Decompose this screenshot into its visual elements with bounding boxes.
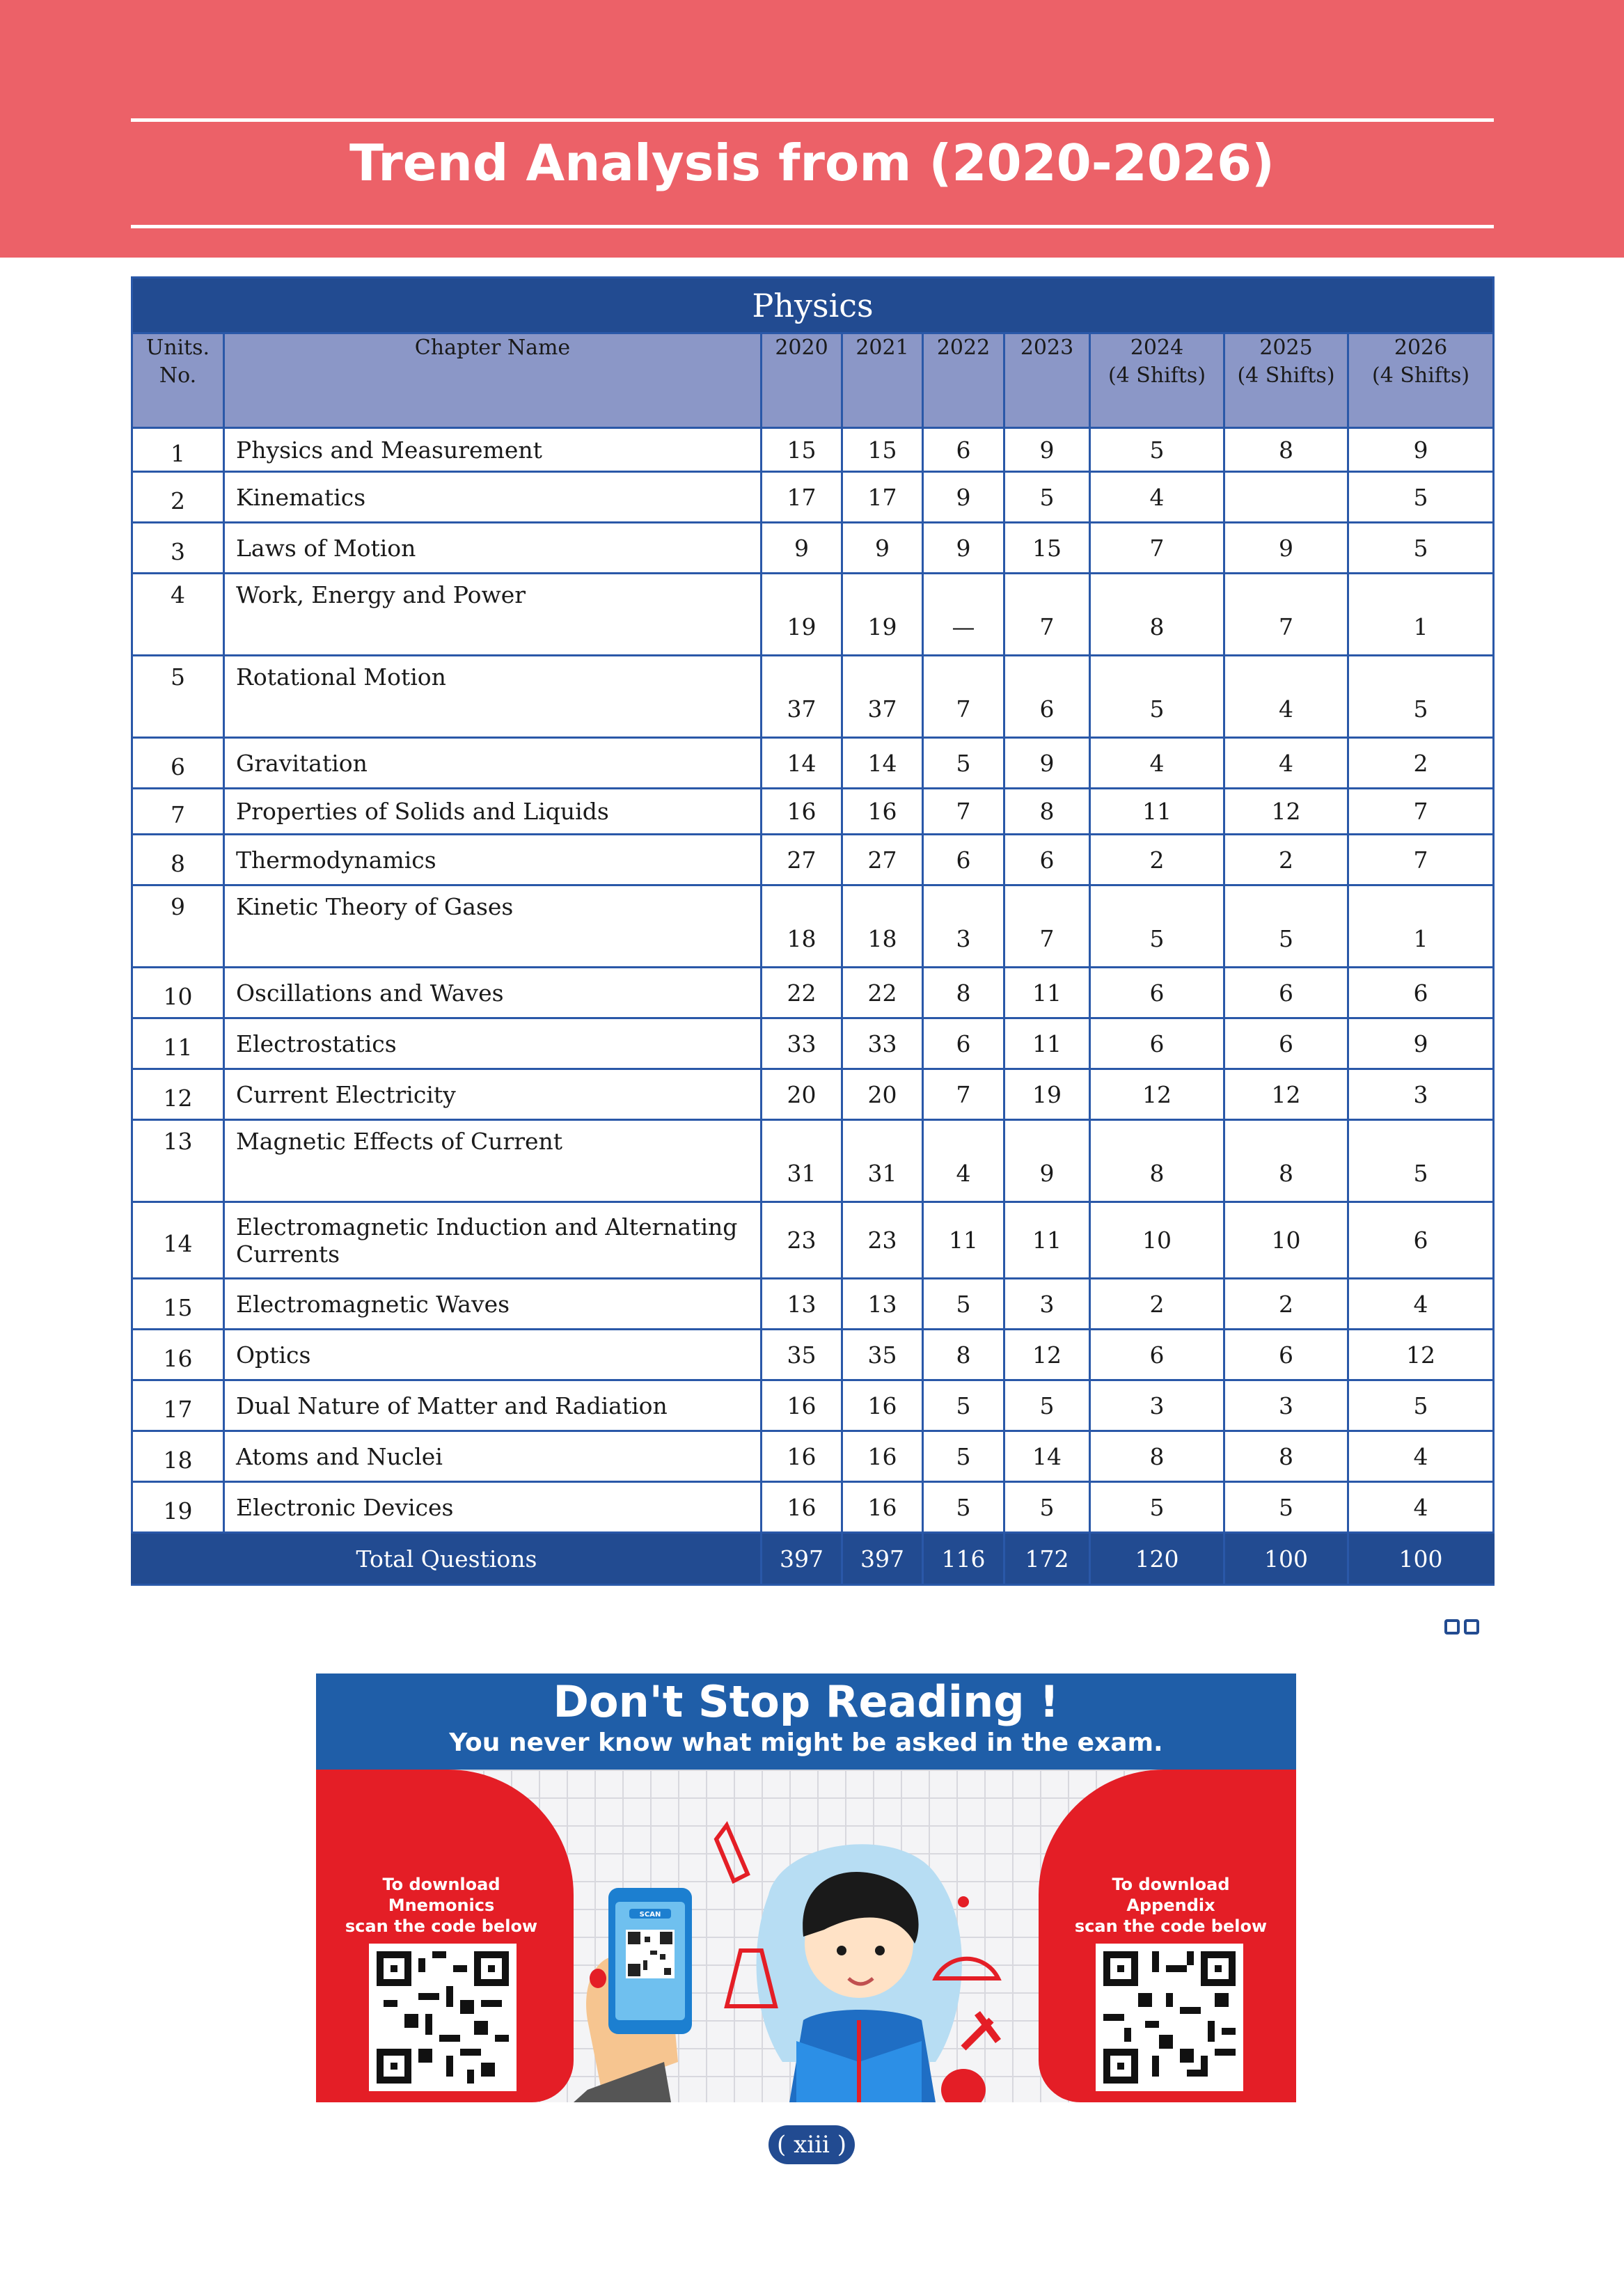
question-count: 18 xyxy=(762,885,842,968)
table-row xyxy=(132,835,1494,885)
question-count: 2 xyxy=(1224,835,1348,885)
question-count: 14 xyxy=(1004,1431,1090,1482)
question-count: 7 xyxy=(1224,574,1348,656)
question-count: 19 xyxy=(1004,1069,1090,1120)
question-count: 12 xyxy=(1004,1330,1090,1380)
question-count: 11 xyxy=(1004,1018,1090,1069)
question-count: 13 xyxy=(762,1279,842,1330)
question-count: 2 xyxy=(1348,738,1494,789)
question-count: 6 xyxy=(923,428,1004,472)
question-count: 16 xyxy=(842,1380,923,1431)
question-count: 5 xyxy=(923,1380,1004,1431)
question-count: 5 xyxy=(1004,1380,1090,1431)
col-header-year: 2022 xyxy=(936,336,991,360)
chapter-name-line: Laws of Motion xyxy=(236,534,416,562)
question-count: 6 xyxy=(1004,656,1090,738)
question-count: 37 xyxy=(762,656,842,738)
subject-row xyxy=(132,278,1494,333)
table-row xyxy=(132,1069,1494,1120)
col-header-year: 2021 xyxy=(856,336,909,360)
question-count: 37 xyxy=(842,656,923,738)
unit-number: 9 xyxy=(132,885,224,968)
banner-subtitle: You never know what might be asked in the exam. xyxy=(449,1728,1163,1757)
total-value: 172 xyxy=(1004,1533,1090,1585)
table-body xyxy=(132,428,1494,1533)
question-count: 7 xyxy=(1004,885,1090,968)
question-count: 9 xyxy=(1004,1120,1090,1202)
question-count: 3 xyxy=(923,885,1004,968)
question-count: 27 xyxy=(762,835,842,885)
table-row xyxy=(132,1482,1494,1533)
question-count: 19 xyxy=(762,574,842,656)
question-count: 6 xyxy=(1224,968,1348,1018)
unit-number: 12 xyxy=(132,1069,224,1120)
student-illustration xyxy=(574,1811,1019,2102)
col-header-year: 2020 xyxy=(775,336,828,360)
col-header-year: 2026 xyxy=(1394,336,1448,360)
col-header-2022 xyxy=(923,333,1004,428)
question-count: 17 xyxy=(762,472,842,523)
unit-number: 5 xyxy=(132,656,224,738)
question-count: 4 xyxy=(1090,738,1224,789)
col-header-2023 xyxy=(1004,333,1090,428)
chapter-name xyxy=(224,1431,762,1482)
question-count: 5 xyxy=(923,1431,1004,1482)
question-count: 31 xyxy=(842,1120,923,1202)
chapter-name-line: Thermodynamics xyxy=(236,846,436,874)
chapter-name xyxy=(224,968,762,1018)
question-count: 9 xyxy=(1348,1018,1494,1069)
question-count: 5 xyxy=(923,1482,1004,1533)
question-count: 3 xyxy=(1004,1279,1090,1330)
question-count: 6 xyxy=(1004,835,1090,885)
unit-number: 2 xyxy=(132,472,224,523)
chapter-name xyxy=(224,885,762,968)
unit-number: 8 xyxy=(132,835,224,885)
question-count: 5 xyxy=(1090,885,1224,968)
question-count: 23 xyxy=(842,1202,923,1279)
subject-title: Physics xyxy=(132,278,1494,333)
phone-scan-label: SCAN xyxy=(639,1911,661,1919)
question-count: 14 xyxy=(762,738,842,789)
question-count: 16 xyxy=(762,789,842,835)
table-row xyxy=(132,574,1494,656)
question-count: 16 xyxy=(762,1380,842,1431)
question-count: 7 xyxy=(923,789,1004,835)
col-header-unit xyxy=(132,333,224,428)
unit-number: 3 xyxy=(132,523,224,574)
question-count: 33 xyxy=(842,1018,923,1069)
question-count: 7 xyxy=(923,1069,1004,1120)
appendix-line1: To download xyxy=(1112,1875,1230,1894)
chapter-name-line: Electromagnetic Waves xyxy=(236,1290,510,1318)
question-count: 19 xyxy=(842,574,923,656)
chapter-name-line: Kinetic Theory of Gases xyxy=(236,893,514,920)
table-row xyxy=(132,789,1494,835)
question-count: 12 xyxy=(1348,1330,1494,1380)
question-count: 16 xyxy=(842,1431,923,1482)
mnemonics-qr-code[interactable] xyxy=(369,1944,517,2091)
chapter-name-line: Electrostatics xyxy=(236,1030,397,1057)
decorative-squares xyxy=(1444,1619,1483,1637)
question-count: 18 xyxy=(842,885,923,968)
question-count: 6 xyxy=(1090,1018,1224,1069)
header-rule-bottom xyxy=(131,225,1494,228)
column-header-row xyxy=(132,333,1494,428)
unit-number: 7 xyxy=(132,789,224,835)
unit-number: 17 xyxy=(132,1380,224,1431)
question-count: 5 xyxy=(923,738,1004,789)
square-icon xyxy=(1444,1619,1460,1635)
question-count: 5 xyxy=(1090,1482,1224,1533)
table-row xyxy=(132,1018,1494,1069)
chapter-name-line: Physics and Measurement xyxy=(236,436,542,464)
chapter-name-line: Gravitation xyxy=(236,749,368,777)
col-header-2026 xyxy=(1348,333,1494,428)
question-count: 12 xyxy=(1090,1069,1224,1120)
question-count: 5 xyxy=(1348,523,1494,574)
question-count: 22 xyxy=(842,968,923,1018)
table-row xyxy=(132,1380,1494,1431)
table-row xyxy=(132,1431,1494,1482)
question-count: 9 xyxy=(762,523,842,574)
total-label: Total Questions xyxy=(132,1533,762,1585)
appendix-qr-code[interactable] xyxy=(1096,1944,1243,2091)
col-header-2024 xyxy=(1090,333,1224,428)
header-rule-top xyxy=(131,118,1494,122)
trend-table-container xyxy=(131,276,1492,1586)
question-count: 5 xyxy=(923,1279,1004,1330)
chapter-name-line: Electromagnetic Induction and Alternating xyxy=(236,1213,738,1241)
col-header-shifts: (4 Shifts) xyxy=(1107,363,1206,388)
table-row xyxy=(132,1330,1494,1380)
chapter-name xyxy=(224,1330,762,1380)
question-count: 6 xyxy=(1224,1330,1348,1380)
question-count: 8 xyxy=(923,1330,1004,1380)
question-count: 16 xyxy=(762,1482,842,1533)
question-count: 8 xyxy=(1224,1120,1348,1202)
question-count: 16 xyxy=(842,789,923,835)
question-count: 4 xyxy=(1348,1431,1494,1482)
question-count: 20 xyxy=(762,1069,842,1120)
col-header-year: 2024 xyxy=(1130,336,1184,360)
chapter-name-line: Dual Nature of Matter and Radiation xyxy=(236,1392,668,1419)
chapter-name-line: Work, Energy and Power xyxy=(236,581,526,608)
col-header-year: 2025 xyxy=(1259,336,1313,360)
col-header-2025 xyxy=(1224,333,1348,428)
col-header-unit-line1: Units. xyxy=(145,336,210,360)
question-count: 7 xyxy=(923,656,1004,738)
question-count: 1 xyxy=(1348,574,1494,656)
trend-table xyxy=(131,276,1495,1586)
chapter-name-line: Properties of Solids and Liquids xyxy=(236,798,609,825)
chapter-name xyxy=(224,1120,762,1202)
col-header-chapter: Chapter Name xyxy=(224,333,762,428)
unit-number: 1 xyxy=(132,428,224,472)
question-count: 7 xyxy=(1090,523,1224,574)
question-count: 35 xyxy=(842,1330,923,1380)
question-count: 9 xyxy=(842,523,923,574)
chapter-name-line: Rotational Motion xyxy=(236,663,446,691)
question-count: 12 xyxy=(1224,1069,1348,1120)
chapter-name xyxy=(224,789,762,835)
chapter-name xyxy=(224,574,762,656)
question-count: 5 xyxy=(1224,1482,1348,1533)
question-count: 15 xyxy=(1004,523,1090,574)
banner-title: Don't Stop Reading ! xyxy=(553,1676,1059,1727)
unit-number: 14 xyxy=(132,1202,224,1279)
question-count: 11 xyxy=(1004,968,1090,1018)
total-row xyxy=(132,1533,1494,1585)
chapter-name xyxy=(224,1380,762,1431)
question-count: 4 xyxy=(1224,656,1348,738)
total-value: 116 xyxy=(923,1533,1004,1585)
appendix-line2: Appendix xyxy=(1126,1896,1215,1915)
question-count: 8 xyxy=(923,968,1004,1018)
question-count: 2 xyxy=(1090,835,1224,885)
question-count: 8 xyxy=(1004,789,1090,835)
unit-number: 10 xyxy=(132,968,224,1018)
question-count: 6 xyxy=(1090,1330,1224,1380)
chapter-name-line: Currents xyxy=(236,1240,340,1268)
question-count: 12 xyxy=(1224,789,1348,835)
question-count: 8 xyxy=(1090,574,1224,656)
question-count: 17 xyxy=(842,472,923,523)
question-count: 5 xyxy=(1348,1380,1494,1431)
question-count: 4 xyxy=(1348,1482,1494,1533)
question-count: 11 xyxy=(1004,1202,1090,1279)
unit-number: 16 xyxy=(132,1330,224,1380)
question-count: 6 xyxy=(1090,968,1224,1018)
question-count: 9 xyxy=(1004,428,1090,472)
table-row xyxy=(132,656,1494,738)
unit-number: 6 xyxy=(132,738,224,789)
col-header-2021 xyxy=(842,333,923,428)
header-band xyxy=(0,0,1624,258)
total-value: 100 xyxy=(1224,1533,1348,1585)
question-count: 4 xyxy=(1090,472,1224,523)
question-count: 8 xyxy=(1224,428,1348,472)
banner-body xyxy=(316,1770,1296,2102)
question-count: 11 xyxy=(923,1202,1004,1279)
question-count: 20 xyxy=(842,1069,923,1120)
promo-banner xyxy=(316,1673,1296,2102)
question-count: 1 xyxy=(1348,885,1494,968)
question-count: 9 xyxy=(1224,523,1348,574)
question-count: 5 xyxy=(1224,885,1348,968)
question-count: 6 xyxy=(1348,968,1494,1018)
mnemonics-line3: scan the code below xyxy=(345,1916,538,1936)
total-value: 397 xyxy=(762,1533,842,1585)
question-count: 27 xyxy=(842,835,923,885)
question-count: 7 xyxy=(1004,574,1090,656)
col-header-shifts: (4 Shifts) xyxy=(1237,363,1335,388)
square-icon xyxy=(1464,1619,1479,1635)
question-count: 5 xyxy=(1004,1482,1090,1533)
unit-number: 11 xyxy=(132,1018,224,1069)
chapter-name-line: Optics xyxy=(236,1341,311,1369)
chapter-name-line: Electronic Devices xyxy=(236,1493,454,1521)
question-count: 9 xyxy=(1348,428,1494,472)
question-count: 3 xyxy=(1348,1069,1494,1120)
question-count: 9 xyxy=(1004,738,1090,789)
table-row xyxy=(132,1202,1494,1279)
question-count: 13 xyxy=(842,1279,923,1330)
question-count: 22 xyxy=(762,968,842,1018)
question-count: 23 xyxy=(762,1202,842,1279)
question-count: 15 xyxy=(842,428,923,472)
chapter-name-line: Oscillations and Waves xyxy=(236,979,504,1007)
question-count: 5 xyxy=(1348,472,1494,523)
question-count: 3 xyxy=(1090,1380,1224,1431)
chapter-name xyxy=(224,1482,762,1533)
table-row xyxy=(132,472,1494,523)
question-count: 9 xyxy=(923,472,1004,523)
table-row xyxy=(132,885,1494,968)
question-count: 5 xyxy=(1348,1120,1494,1202)
question-count: 15 xyxy=(762,428,842,472)
question-count: 5 xyxy=(1004,472,1090,523)
question-count: 33 xyxy=(762,1018,842,1069)
chapter-name xyxy=(224,523,762,574)
unit-number: 4 xyxy=(132,574,224,656)
chapter-name xyxy=(224,1279,762,1330)
page-number: ( xiii ) xyxy=(768,2125,855,2164)
banner-header xyxy=(316,1673,1296,1770)
question-count: 9 xyxy=(923,523,1004,574)
unit-number: 19 xyxy=(132,1482,224,1533)
unit-number: 15 xyxy=(132,1279,224,1330)
chapter-name xyxy=(224,1018,762,1069)
question-count: 4 xyxy=(1348,1279,1494,1330)
question-count xyxy=(1224,472,1348,523)
question-count: 4 xyxy=(923,1120,1004,1202)
question-count: 10 xyxy=(1090,1202,1224,1279)
question-count: 3 xyxy=(1224,1380,1348,1431)
qr-code-icon xyxy=(377,1951,509,2084)
question-count: 2 xyxy=(1090,1279,1224,1330)
appendix-line3: scan the code below xyxy=(1074,1916,1268,1936)
chapter-name xyxy=(224,472,762,523)
question-count: 31 xyxy=(762,1120,842,1202)
total-value: 120 xyxy=(1090,1533,1224,1585)
total-value: 100 xyxy=(1348,1533,1494,1585)
table-row xyxy=(132,738,1494,789)
col-header-unit-line2: No. xyxy=(159,363,197,388)
question-count: 6 xyxy=(1348,1202,1494,1279)
question-count: 10 xyxy=(1224,1202,1348,1279)
table-row xyxy=(132,1120,1494,1202)
question-count: 5 xyxy=(1348,656,1494,738)
col-header-shifts: (4 Shifts) xyxy=(1372,363,1470,388)
table-row xyxy=(132,428,1494,472)
question-count: 2 xyxy=(1224,1279,1348,1330)
mnemonics-line2: Mnemonics xyxy=(388,1896,495,1915)
question-count: 4 xyxy=(1224,738,1348,789)
question-count: 5 xyxy=(1090,428,1224,472)
col-header-2020 xyxy=(762,333,842,428)
total-value: 397 xyxy=(842,1533,923,1585)
question-count: 14 xyxy=(842,738,923,789)
col-header-year: 2023 xyxy=(1020,336,1074,360)
chapter-name-line: Magnetic Effects of Current xyxy=(236,1128,563,1155)
unit-number: 18 xyxy=(132,1431,224,1482)
chapter-name xyxy=(224,428,762,472)
mnemonics-download-text xyxy=(337,1874,546,1937)
unit-number: 13 xyxy=(132,1120,224,1202)
question-count: 35 xyxy=(762,1330,842,1380)
question-count: 8 xyxy=(1224,1431,1348,1482)
chapter-name xyxy=(224,656,762,738)
question-count: 16 xyxy=(842,1482,923,1533)
question-count: 8 xyxy=(1090,1431,1224,1482)
question-count: — xyxy=(923,574,1004,656)
chapter-name-line: Kinematics xyxy=(236,483,366,511)
question-count: 6 xyxy=(923,1018,1004,1069)
page-title: Trend Analysis from (2020-2026) xyxy=(349,134,1275,192)
table-row xyxy=(132,968,1494,1018)
chapter-name xyxy=(224,1069,762,1120)
chapter-name-line: Atoms and Nuclei xyxy=(236,1442,443,1470)
question-count: 16 xyxy=(762,1431,842,1482)
qr-code-icon xyxy=(1103,1951,1236,2084)
question-count: 5 xyxy=(1090,656,1224,738)
question-count: 8 xyxy=(1090,1120,1224,1202)
chapter-name xyxy=(224,835,762,885)
appendix-download-text xyxy=(1066,1874,1275,1937)
question-count: 7 xyxy=(1348,789,1494,835)
table-row xyxy=(132,523,1494,574)
chapter-name xyxy=(224,1202,762,1279)
question-count: 11 xyxy=(1090,789,1224,835)
chapter-name xyxy=(224,738,762,789)
table-row xyxy=(132,1279,1494,1330)
chapter-name-line: Current Electricity xyxy=(236,1080,456,1108)
question-count: 6 xyxy=(923,835,1004,885)
mnemonics-line1: To download xyxy=(382,1875,500,1894)
question-count: 7 xyxy=(1348,835,1494,885)
question-count: 6 xyxy=(1224,1018,1348,1069)
